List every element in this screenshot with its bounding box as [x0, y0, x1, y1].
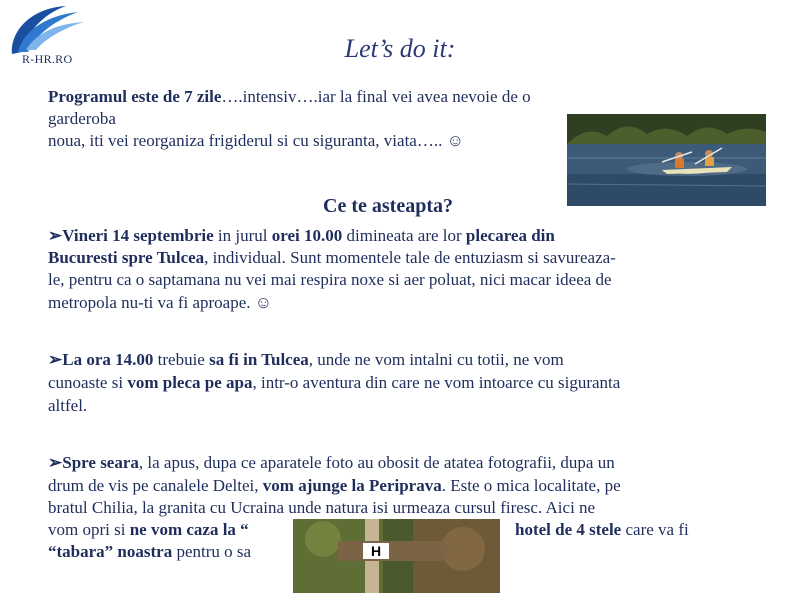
bullet3-line4-rest: care va fi: [621, 520, 689, 539]
bullet3-periprava: vom ajunge la Periprava: [262, 476, 442, 495]
arrow-bullet-icon: ➢: [48, 350, 63, 369]
bullet3-stay: ne vom caza la “: [129, 520, 249, 539]
logo-text: R-HR.RO: [22, 52, 73, 66]
page-title: Let’s do it:: [344, 34, 456, 63]
bullet3-camp: “tabara” noastra: [48, 542, 173, 561]
bullet1-line3: le, pentru ca o saptamana nu vei mai respira noxe si aer poluat, nici macar ideea de: [48, 270, 612, 289]
bullet1-line2: [48, 247, 764, 270]
bullet1-time: orei 10.00: [271, 226, 343, 245]
bullet2-line1: [48, 349, 764, 372]
intro-line2: noua, iti vei reorganiza frigiderul si cu siguranta, viata….. ☺: [48, 131, 464, 150]
bullet2-time: La ora 14.00: [62, 350, 154, 369]
bullet3-line3: bratul Chilia, la granita cu Ucraina unde natura isi urmeaza cursul firesc. Aici ne: [48, 498, 596, 517]
bullet3-t1: , la apus, dupa ce aparatele foto au obosit de atatea fotografii, dupa un: [138, 453, 615, 472]
bullet3-line2-a: drum de vis pe canalele Deltei,: [48, 476, 263, 495]
intro-bold: Programul este de 7 zile: [48, 87, 222, 106]
bullet2-t2: , unde ne vom intalni cu totii, ne vom: [308, 350, 564, 369]
bullet2-line3: altfel.: [48, 396, 88, 415]
bullet1-line1: [48, 225, 764, 248]
bullet3-line1: [48, 452, 764, 475]
bullet3-line4-right: [515, 519, 765, 542]
bullet2-place: sa fi in Tulcea: [209, 350, 309, 369]
bullet3-line4-a: vom opri si: [48, 520, 130, 539]
bullet1-line2-rest: , individual. Sunt momentele tale de entuziasm si savureaza-: [204, 248, 616, 267]
bullet1-t1: in jurul: [213, 226, 272, 245]
bullet2-line2-a: cunoaste si: [48, 373, 128, 392]
bullet1-route: Bucuresti spre Tulcea: [48, 248, 205, 267]
bullet2-line2-rest: , intr-o aventura din care ne vom intoarce cu siguranta: [252, 373, 621, 392]
sign-letter: H: [370, 543, 382, 559]
section-subtitle: Ce te asteapta?: [323, 195, 453, 217]
bullet3-line2-rest: . Este o mica localitate, pe: [441, 476, 621, 495]
bullet3-line5-rest: pentru o sa: [172, 542, 252, 561]
arrow-bullet-icon: ➢: [48, 226, 63, 245]
bullet3-evening: Spre seara: [62, 453, 139, 472]
arrow-bullet-icon: ➢: [48, 453, 63, 472]
bullet2-t1: trebuie: [153, 350, 210, 369]
bullet1-departure: plecarea din: [465, 226, 555, 245]
hotel-sign-photo: [293, 519, 500, 593]
bullet1-date: Vineri 14 septembrie: [62, 226, 214, 245]
bullet2-line2: [48, 372, 764, 395]
bullet1-t2: dimineata are lor: [342, 226, 466, 245]
intro-rest-line1: ….intensiv….iar la final vei avea nevoie de o garderoba: [48, 87, 531, 128]
bullet2-water: vom pleca pe apa: [127, 373, 253, 392]
kayak-photo: [567, 114, 766, 206]
bullet3-hotel: hotel de 4 stele: [515, 520, 622, 539]
intro-paragraph: [48, 86, 568, 152]
bullet1-line4: metropola nu-ti va fi aproape. ☺: [48, 293, 273, 312]
bullet3-line2: [48, 475, 764, 498]
